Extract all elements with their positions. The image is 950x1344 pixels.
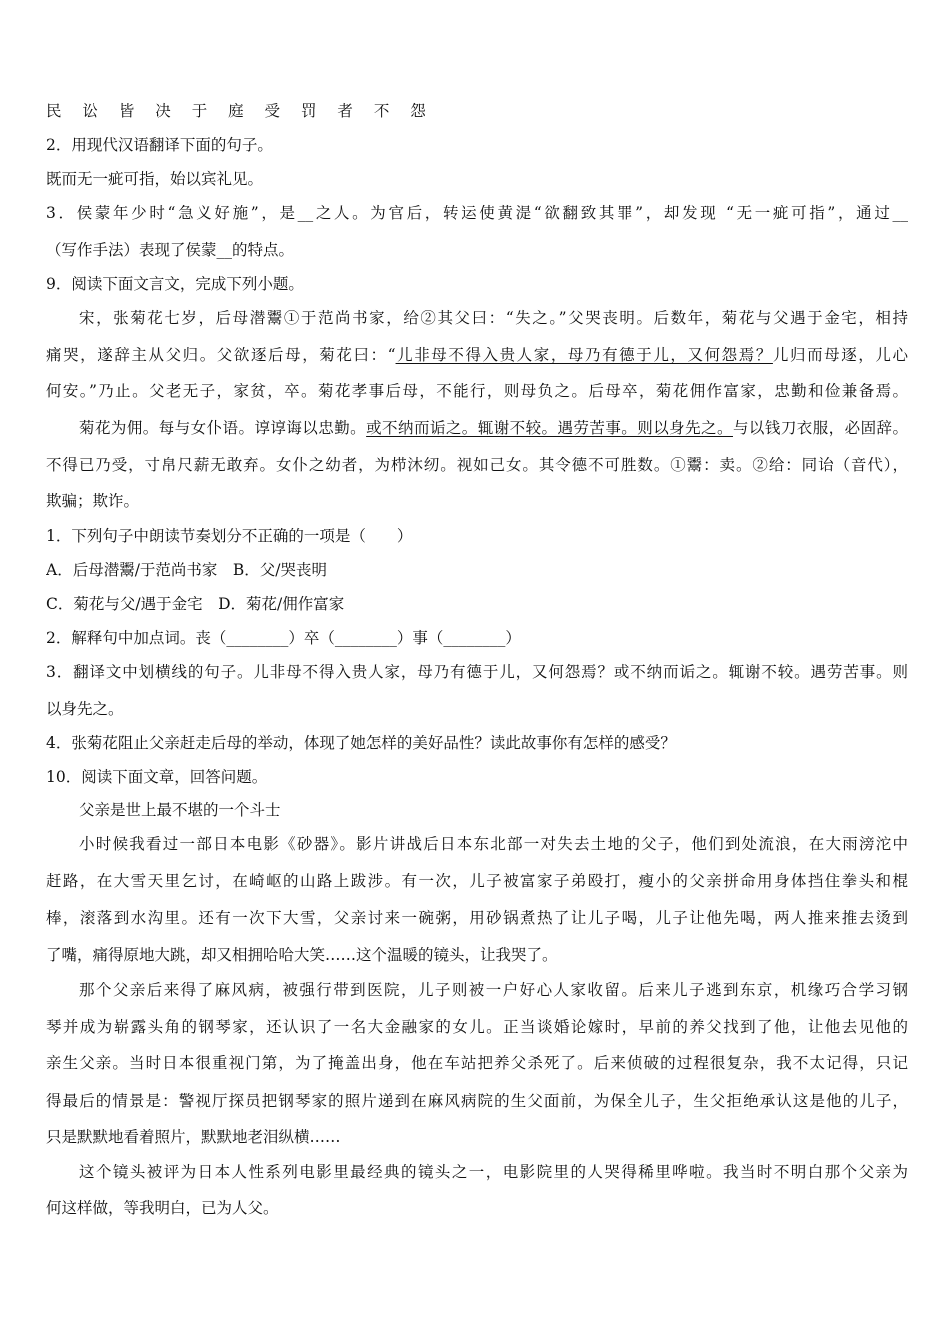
article-title: 父亲是世上最不堪的一个斗士 xyxy=(79,801,281,819)
text-line: 民 讼 皆 决 于 庭 受 罚 者 不 怨 xyxy=(46,102,434,120)
passage-paragraph-1-line-2 xyxy=(46,345,908,365)
passage-paragraph-2-line-2: 不得已乃受，寸帛尺薪无敢弃。女仆之幼者，为栉沐纫。视如己女。其令德不可胜数。①鬻：卖。②给：同诒（音代）， xyxy=(46,456,908,474)
article-paragraph-2-line-3: 亲生父亲。当时日本很重视门第，为了掩盖出身，他在车站把养父杀死了。后来侦破的过程很复杂，我不太记得，只记 xyxy=(46,1054,908,1072)
question-4: 4．张菊花阻止父亲赶走后母的举动，体现了她怎样的美好品性？读此故事你有怎样的感受？ xyxy=(46,734,676,752)
question-3-translate-line-2: 以身先之。 xyxy=(46,700,124,718)
passage-text: 痛哭，遂辞主从父归。父欲逐后母，菊花曰：“ xyxy=(46,346,396,364)
passage-paragraph-1-line-1: 宋，张菊花七岁，后母潜鬻①于范尚书家，给②其父曰：“失之。”父哭丧明。后数年，菊花与父遇于金宅，相持 xyxy=(79,309,908,327)
passage-text: 儿归而母逐，儿心 xyxy=(772,346,908,364)
article-paragraph-1-line-2: 赶路，在大雪天里乞讨，在崎岖的山路上跋涉。有一次，儿子被富家子弟殴打，瘦小的父亲拼命用身体挡住拳头和棍 xyxy=(46,872,908,890)
underlined-sentence-1: 儿非母不得入贵人家，母乃有德于儿，又何怨焉？ xyxy=(395,346,773,364)
sentence-to-translate: 既而无一疵可指，始以宾礼见。 xyxy=(46,170,264,188)
passage-paragraph-2-line-1 xyxy=(79,418,908,438)
article-paragraph-2-line-2: 琴并成为崭露头角的钢琴家，还认识了一名大金融家的女儿。正当谈婚论嫁时，早前的养父找到了他，让他去见他的 xyxy=(46,1018,908,1036)
article-paragraph-1-line-1: 小时候我看过一部日本电影《砂器》。影片讲战后日本东北部一对失去土地的父子，他们到处流浪，在大雨滂沱中 xyxy=(79,835,908,853)
article-paragraph-3-line-1: 这个镜头被评为日本人性系列电影里最经典的镜头之一，电影院里的人哭得稀里哗啦。我当时不明白那个父亲为 xyxy=(79,1163,908,1181)
article-paragraph-2-line-4: 得最后的情景是：警视厅探员把钢琴家的照片递到在麻风病院的生父面前，为保全儿子，生父拒绝承认这是他的儿子， xyxy=(46,1092,908,1110)
question-2-translate: 2．用现代汉语翻译下面的句子。 xyxy=(46,136,273,154)
options-c-d: C．菊花与父/遇于金宅 D．菊花/佣作富家 xyxy=(46,595,345,613)
footnote-end: 欺骗；欺诈。 xyxy=(46,492,140,510)
question-3-translate-line-1: 3．翻译文中划横线的句子。儿非母不得入贵人家，母乃有德于儿，又何怨焉？或不纳而诟之。辄谢不较。遇劳苦事。则 xyxy=(46,663,908,681)
article-paragraph-3-line-2: 何这样做，等我明白，已为人父。 xyxy=(46,1199,279,1217)
question-2-explain-words: 2．解释句中加点词。丧（________）卒（________）事（________） xyxy=(46,629,521,647)
passage-text: 与以钱刀衣服，必固辞。 xyxy=(732,419,908,437)
passage-text: 菊花为佣。每与女仆语。谆谆诲以忠勤。 xyxy=(79,419,367,437)
passage-paragraph-1-line-3: 何安。”乃止。父老无子，家贫，卒。菊花孝事后母，不能行，则母负之。后母卒，菊花佣作富家，忠勤和俭兼备焉。 xyxy=(46,382,908,400)
article-paragraph-1-line-3: 棒，滚落到水沟里。还有一次下大雪，父亲讨来一碗粥，用砂锅煮热了让儿子喝，儿子让他先喝，两人推来推去烫到 xyxy=(46,909,908,927)
options-a-b: A．后母潜鬻/于范尚书家 B．父/哭丧明 xyxy=(46,561,328,579)
question-3-line-1: 3．侯蒙年少时“急义好施”，是__之人。为官后，转运使黄湜“欲翻致其罪”，却发现 “无一疵可指”，通过__ xyxy=(46,204,908,222)
question-10-heading: 10．阅读下面文章，回答问题。 xyxy=(46,768,268,786)
article-paragraph-1-line-4: 了嘴，痛得原地大跳，却又相拥哈哈大笑……这个温暖的镜头，让我哭了。 xyxy=(46,946,558,964)
question-3-line-2: （写作手法）表现了侯蒙__的特点。 xyxy=(46,241,295,259)
underlined-sentence-2: 或不纳而诟之。辄谢不较。遇劳苦事。则以身先之。 xyxy=(366,419,733,437)
question-1-stem: 1．下列句子中朗读节奏划分不正确的一项是（ ） xyxy=(46,527,413,545)
article-paragraph-2-line-5: 只是默默地看着照片，默默地老泪纵横…… xyxy=(46,1128,341,1146)
article-paragraph-2-line-1: 那个父亲后来得了麻风病，被强行带到医院，儿子则被一户好心人家收留。后来儿子逃到东京，机缘巧合学习钢 xyxy=(79,981,908,999)
question-9-heading: 9．阅读下面文言文，完成下列小题。 xyxy=(46,275,304,293)
